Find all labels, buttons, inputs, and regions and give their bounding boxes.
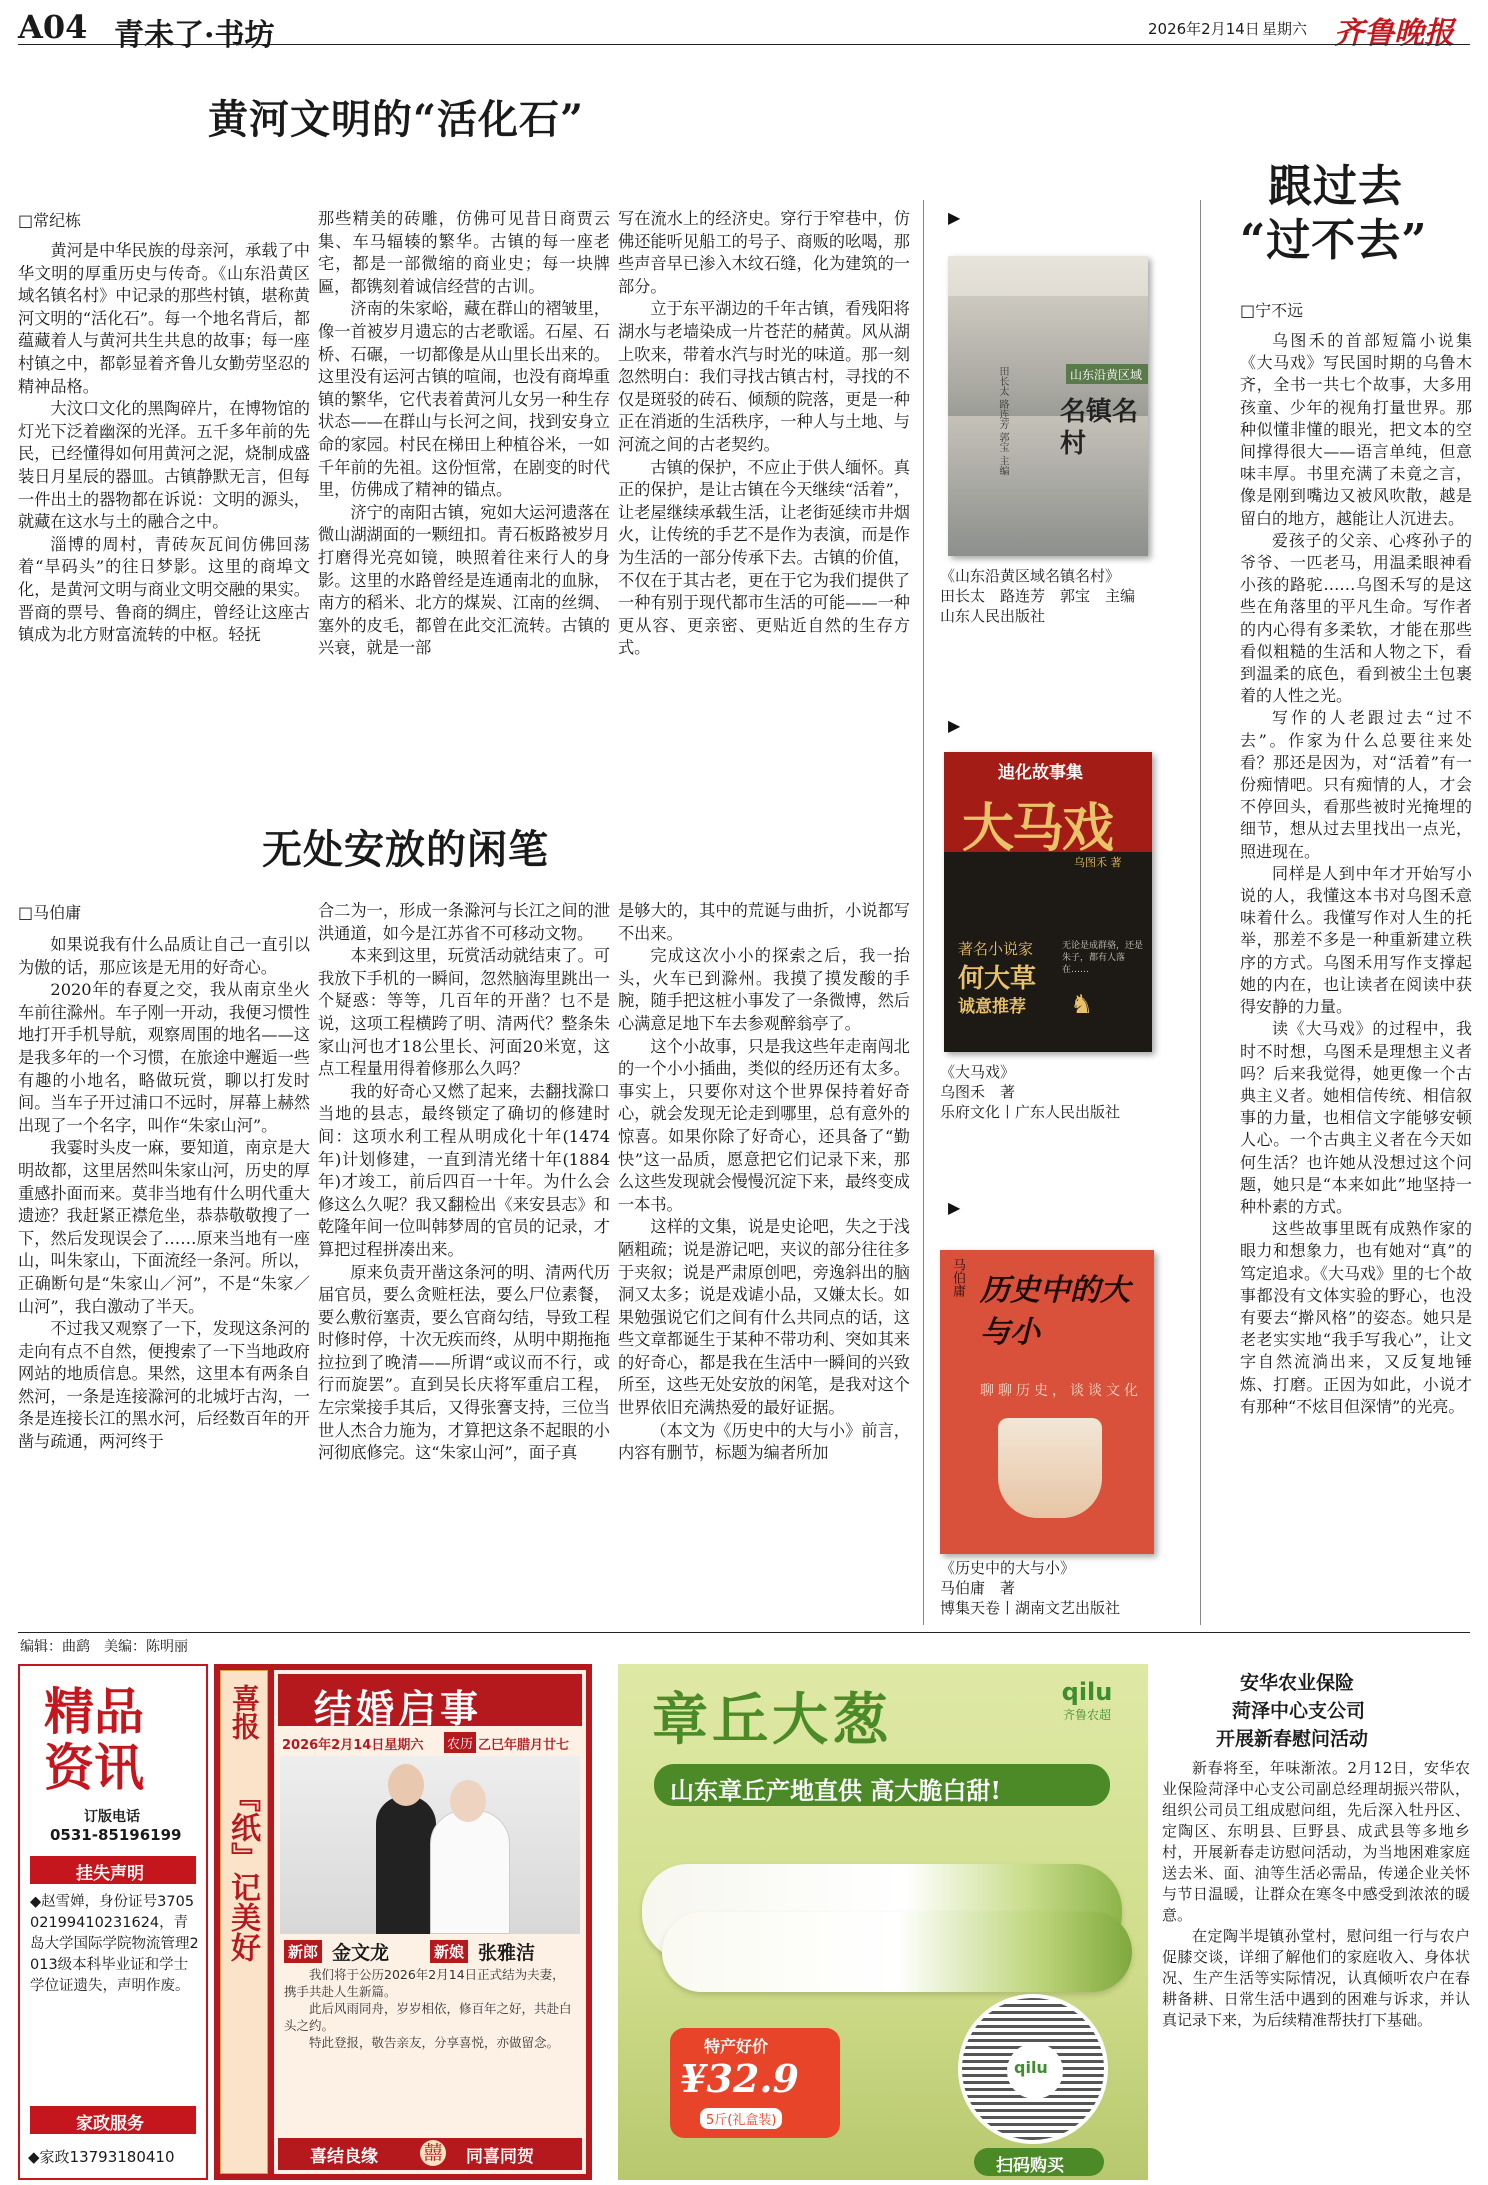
paragraph: 这样的文集，说是史论吧，失之于浅陋粗疏；说是游记吧，夹议的部分往往多于夹叙；说是严肃原创吧，旁逸斜出的脑洞又太多；说是戏谑小品，又嫌太长。如果勉强说它们之间有什么共同点的话，这些文章都诞生于某种不带功利、突如其来的好奇心，都是我在生活中一瞬间的兴致所至，这些无处安放的闲笔，是我对这个世界依旧充满热爱的最好证据。 <box>618 1217 910 1418</box>
bride-head <box>450 1780 486 1822</box>
scallion-stalks <box>662 1912 1132 1992</box>
qr-code[interactable] <box>958 1994 1108 2144</box>
bride-figure <box>430 1810 510 1934</box>
footer-left: 喜结良缘 <box>310 2147 378 2167</box>
section-tag-lost <box>30 1856 196 1884</box>
triangle-icon: ▶ <box>948 1198 961 1217</box>
cover-big-title: 大马戏 <box>962 798 1113 859</box>
article2-col1 <box>18 934 310 1622</box>
caption-publisher: 博集天卷丨湖南文艺出版社 <box>940 1599 1121 1617</box>
product-title: 章丘大葱 <box>652 1687 892 1753</box>
double-happiness-icon: 囍 <box>420 2140 446 2166</box>
section-tag-text: 家政服务 <box>76 2114 144 2134</box>
bride-tag: 新娘 <box>430 1940 468 1963</box>
paragraph: 不过我又观察了一下，发现这条河的走向有点不自然，便搜索了一下当地政府网站的地质信息。果然，这里本有两条自然河，一条是连接滁河的北城圩古沟，一条是连接长江的黑水河，后经数百年的开凿与疏通，两河终于 <box>18 1319 310 1452</box>
tel-number: 0531-85196199 <box>50 1826 182 1844</box>
cover-subtitle: 聊聊历史，谈谈文化 <box>980 1383 1142 1399</box>
paragraph: 完成这次小小的探索之后，我一抬头，火车已到滁州。我摸了摸发酸的手腕，随手把这桩小事发了一条微博，然后心满意足地下车去参观醉翁亭了。 <box>618 946 910 1033</box>
paragraph: 古镇的保护，不应止于供人缅怀。真正的保护，是让古镇在今天继续“活着”，让老屋继续承载生活，让老街延续市井烟火，让传统的手艺不是作为表演，而是作为生活的一部分传承下去。古镇的价值，不仅在于其古老，更在于它为我们提供了一种有别于现代都市生活的可能——一种更从容、更亲密、更贴近自然的生存方式。 <box>618 457 910 658</box>
paragraph: 原来负责开凿这条河的明、清两代历届官员，要么贪赃枉法，要么尸位素餐，要么敷衍塞责，要么官商勾结，导致工程时修时停，十次无疾而终，从明中期拖拖拉拉到了晚清——所谓“或议而不行，或行而旋罢”。直到吴长庆将军重启工程，左宗棠接手其后，又得张謇支持，三位当世人杰合力施为，才算把这条不起眼的小河彻底修完。这“朱家山河”，面子真 <box>318 1262 610 1463</box>
caption-title: 《历史中的大与小》 <box>940 1559 1076 1577</box>
wedding-text <box>284 1966 576 2051</box>
cover-quote: 无论是成群骆，还是朱子，都有人落在…… <box>1062 941 1144 975</box>
paragraph: 淄博的周村，青砖灰瓦间仿佛回荡着“旱码头”的往日梦影。这里的商埠文化，是黄河文明与商业文明交融的果实。晋商的票号、鲁商的绸庄，曾经让这座古镇成为北方财富流转的中枢。轻抚 <box>18 534 310 645</box>
bride-name: 张雅洁 <box>478 1942 536 1964</box>
article1-author: □常纪栋 <box>18 211 82 230</box>
brand-sub: 齐鲁农超 <box>1062 1708 1111 1722</box>
paragraph: 合二为一，形成一条滁河与长江之间的泄洪通道，如今是江苏省不可移动文物。 <box>318 901 610 943</box>
news-title-1: 安华农业保险 <box>1240 1672 1355 1694</box>
paragraph: 新春将至，年味渐浓。2月12日，安华农业保险菏泽中心支公司副总经理胡振兴带队，组织公司员工组成慰问组，先后深入牡丹区、定陶区、东明县、巨野县、成武县等多地乡村，开展新春走访慰问活动，为当地困难家庭送去米、面、油等生活必需品，传递企业关怀与节日温暖，让群众在寒冬中感受到浓浓的暖意。 <box>1162 1759 1470 1924</box>
page-header <box>18 8 1470 53</box>
paragraph: 这个小故事，只是我这些年走南闯北的一个小小插曲，类似的经历还有太多。事实上，只要你对这个世界保持着好奇心，就会发现无论走到哪里，总有意外的惊喜。如果你除了好奇心，还具备了“勤快”这一品质，愿意把它们记录下来，那么这些发现就会慢慢沉淀下来，最终变成一本书。 <box>618 1036 910 1214</box>
paragraph: 此后风雨同舟，岁岁相依，修百年之好，共赴白头之约。 <box>284 2001 572 2033</box>
paragraph: 写在流水上的经济史。穿行于窄巷中，仿佛还能听见船工的号子、商贩的吆喝，那些声音早已渗入木纹石缝，化为建筑的一部分。 <box>618 209 910 296</box>
lunar-tag: 农历 <box>444 1732 476 1753</box>
book-caption <box>940 566 1180 626</box>
paragraph: 特此登报，敬告亲友，分享喜悦，亦做留念。 <box>309 2035 560 2050</box>
lost-notice: ◆赵雪婵，身份证号370502199410231624，青岛大学国际学院物流管理2013级本科毕业证和学士学位证遗失，声明作废。 <box>30 1894 199 1994</box>
classified-ad <box>18 1664 208 2180</box>
paragraph: 如果说我有什么品质让自己一直引以为傲的话，那应该是无用的好奇心。 <box>18 935 310 977</box>
paragraph: （本文为《历史中的大与小》前言，内容有删节，标题为编者所加 <box>618 1420 910 1463</box>
book-caption <box>940 1558 1180 1618</box>
book-cover <box>940 1250 1154 1554</box>
cover-recommend: 著名小说家 <box>958 940 1034 958</box>
article3-title-line1: 跟过去 <box>1268 161 1403 212</box>
paragraph: 读《大马戏》的过程中，我时不时想，乌图禾是理想主义者吗？后来我觉得，她更像一个古典主义者。她相信传统、相信叙事的力量，也相信文字能够安顿人心。一个古典主义者在今天如何生活？也许她从没想过这个问题，她只是“本来如此”地坚持一种朴素的方式。 <box>1240 1019 1472 1216</box>
paragraph: 那些精美的砖雕，仿佛可见昔日商贾云集、车马辐辏的繁华。古镇的每一座老宅，都是一部微缩的商业史；每一块牌匾，都镌刻着诚信经营的古训。 <box>318 209 610 296</box>
caption-authors: 乌图禾 著 <box>940 1083 1016 1101</box>
page-number: A04 <box>18 8 88 46</box>
article3-title-line2: “过不去” <box>1240 215 1428 266</box>
article2-title: 无处安放的闲笔 <box>262 826 549 873</box>
side-title: 喜报 <box>228 1684 261 1740</box>
slogan-text: 山东章丘产地直供 高大脆白甜! <box>670 1776 1001 1805</box>
book-cover <box>944 752 1152 1052</box>
column-divider <box>923 200 924 1625</box>
brand-logo <box>1042 1678 1132 1748</box>
editor-credit: 编辑：曲鹞 美编：陈明丽 <box>20 1639 188 1655</box>
lantern-shape <box>998 1418 1102 1518</box>
caption-authors: 马伯庸 著 <box>940 1579 1016 1597</box>
caption-publisher: 山东人民出版社 <box>940 607 1046 625</box>
cover-author: 乌图禾 著 <box>1074 856 1122 869</box>
footer-right: 同喜同贺 <box>466 2147 534 2167</box>
section-tag-service <box>30 2106 196 2134</box>
section-name: 青未了·书坊 <box>114 18 275 53</box>
groom-head <box>388 1764 424 1806</box>
price-value: ¥32.9 <box>680 2056 799 2101</box>
section-tag-text: 挂失声明 <box>76 1864 144 1884</box>
book-cover <box>948 256 1148 556</box>
qr-brand: qilu <box>1014 2058 1048 2077</box>
lunar-date: 乙巳年腊月廿七 <box>478 1738 570 1753</box>
article2-author: □马伯庸 <box>18 903 82 922</box>
caption-publisher: 乐府文化丨广东人民出版社 <box>940 1103 1121 1121</box>
footer-rule <box>18 1632 1470 1633</box>
cover-band-text: 山东沿黄区域 <box>1070 368 1143 382</box>
paragraph: 这些故事里既有成熟作家的眼力和想象力，也有她对“真”的笃定追求。《大马戏》里的七个故事都没有文体实验的野心，也没有要去“擀风格”的姿态。她只是老老实实地“我手写我心”，让文字自然流淌出来，又反复地锤炼、打磨。正因为如此，小说才有那种“不炫目但深情”的光亮。 <box>1240 1219 1472 1416</box>
triangle-icon: ▶ <box>948 208 961 227</box>
horse-icon: ♞ <box>1070 990 1094 1020</box>
news-title-3: 开展新春慰问活动 <box>1216 1728 1369 1750</box>
paragraph: 在定陶半堤镇孙堂村，慰问组一行与农户促膝交谈，详细了解他们的家庭收入、身体状况、生产生活等实际情况，认真倾听农户在春耕备耕、日常生活中遇到的困难与诉求，并认真记录下来，为后续精准帮扶打下基础。 <box>1162 1927 1470 2029</box>
scan-label: 扫码购买 <box>996 2156 1064 2176</box>
scallion-ad <box>618 1664 1148 2180</box>
caption-title: 《大马戏》 <box>940 1063 1016 1081</box>
classified-title-1: 精品 <box>44 1682 144 1741</box>
paragraph: 写作的人老跟过去“过不去”。作家为什么总要往来处看？那还是因为，对“活着”有一份痴情吧。只有痴情的人，才会不停回头，看那些被时光掩埋的细节，想从过去里找出一点光，照进现在。 <box>1240 708 1472 861</box>
article3-author: □宁不远 <box>1240 301 1304 320</box>
caption-authors: 田长太 路连芳 郭宝 主编 <box>940 587 1136 605</box>
paragraph: 我的好奇心又燃了起来，去翻找滁口当地的县志，最终锁定了确切的修建时间：这项水利工程从明成化十年(1474年)计划修建，一直到清光绪十年(1884年)才竣工，前后四百一十年。为什么会修这么久呢？我又翻检出《来安县志》和乾隆年间一位叫韩梦周的官员的记录，才算把过程拼凑出来。 <box>318 1081 610 1259</box>
cover-big-title: 名镇名村 <box>1060 397 1139 459</box>
paragraph: 黄河是中华民族的母亲河，承载了中华文明的厚重历史与传奇。《山东沿黄区域名镇名村》中记录的那些村镇，堪称黄河文明的“活化石”。每一个地名背后，都蕴藏着人与黄河共生共息的故事；每一座村镇之中，都彰显着齐鲁儿女勤劳坚忍的精神品格。 <box>18 241 310 396</box>
paragraph: 乌图禾的首部短篇小说集《大马戏》写民国时期的乌鲁木齐，全书一共七个故事，大多用孩童、少年的视角打量世界。那种似懂非懂的眼光，把文本的空间撑得很大——语言单纯，但意味丰厚。书里充满了未竟之言，像是刚到嘴边又被风吹散，越是留白的地方，越能让人沉进去。 <box>1240 331 1472 528</box>
news-title-2: 菏泽中心支公司 <box>1232 1700 1366 1722</box>
paragraph: 大汶口文化的黑陶碎片，在博物馆的灯光下泛着幽深的光泽。五千多年前的先民，已经懂得如何用黄河之泥，烧制成盛装日月星辰的器皿。古镇静默无言，但每一件出土的器物都在诉说：文明的源头，就藏在这水与土的融合之中。 <box>18 399 310 532</box>
article3-column <box>1240 330 1472 1622</box>
paragraph: 本来到这里，玩赏活动就结束了。可我放下手机的一瞬间，忽然脑海里跳出一个疑惑：等等，几百年的开凿？乜不是说，这项工程横跨了明、清两代？整条朱家山河也才18公里长、河面20米宽，这点工程量用得着修那么久吗？ <box>318 946 610 1079</box>
article1-col1 <box>18 240 310 762</box>
article1-title: 黄河文明的“活化石” <box>208 96 585 143</box>
solar-date: 2026年2月14日星期六 <box>282 1738 424 1753</box>
brand-name: qilu <box>1061 1678 1113 1706</box>
groom-tag: 新郎 <box>284 1940 322 1963</box>
issue-weekday: 星期六 <box>1262 20 1308 38</box>
tel-label: 订版电话 <box>84 1809 140 1825</box>
service-contact: ◆家政13793180410 <box>28 2148 175 2166</box>
cover-author: 马伯庸 <box>950 1258 965 1297</box>
paragraph: 济宁的南阳古镇，宛如大运河遗落在微山湖湖面的一颗纽扣。青石板路被岁月打磨得光亮如镜，映照着往来行人的身影。这里的水路曾经是连通南北的血脉，南方的稻米、北方的煤炭、江南的丝绸、塞外的皮毛，都曾在此交汇流转。古镇的兴衰，就是一部 <box>318 502 610 658</box>
cover-series: 迪化故事集 <box>998 763 1083 783</box>
paragraph: 立于东平湖边的千年古镇，看残阳将湖水与老墙染成一片苍茫的赭黄。风从湖上吹来，带着水汽与时光的味道。那一刻忽然明白：我们寻找古镇古村，寻找的不仅是斑驳的砖石、倾颓的院落，更是一种正在消逝的生活秩序，一种人与土地、与河流之间的古老契约。 <box>618 299 910 454</box>
newspaper-logo: 齐鲁晚报 <box>1334 16 1454 51</box>
article2-col3 <box>618 900 910 1622</box>
price-label: 特产好价 <box>704 2037 769 2056</box>
issue-date: 2026年2月14日 <box>1148 20 1260 38</box>
groom-figure <box>376 1796 436 1934</box>
side-slogan: 『纸』记美好 <box>225 1782 260 1962</box>
paragraph: 我霎时头皮一麻，要知道，南京是大明故都，这里居然叫朱家山河，历史的厚重感扑面而来。莫非当地有什么明代重大遗迹？我赶紧正襟危坐，恭恭敬敬搜了一下，然后发现误会了……原来当地有一座山，叫朱家山，下面流经一条河。所以，正确断句是“朱家山／河”，不是“朱家／山河”，我白激动了半天。 <box>18 1138 310 1316</box>
paragraph: 同样是人到中年才开始写小说的人，我懂这本书对乌图禾意味着什么。我懂写作对人生的托举，那差不多是一种重新建立秩序的方式。乌图禾用写作支撑起她的内在，也让读者在阅读中获得安静的力量。 <box>1240 863 1472 1017</box>
price-unit: 5斤(礼盒装) <box>700 2108 782 2129</box>
triangle-icon: ▶ <box>948 716 961 735</box>
column-divider <box>1200 200 1201 1625</box>
cover-recommend-2: 诚意推荐 <box>958 997 1026 1017</box>
header-rule <box>18 44 1470 45</box>
cover-authors: 田长太 路连芳 郭宝 主编 <box>997 366 1008 476</box>
paragraph: 爱孩子的父亲、心疼孙子的爷爷、一匹老马，用温柔眼神看小孩的路驼……乌图禾写的是这些在角落里的平凡生命。写作者的内心得有多柔软，才能在那些看似粗糙的生活和人物之下，看到温柔的底色，看到被尘土包裹着的人性之光。 <box>1240 530 1472 706</box>
news-body <box>1162 1758 1470 2178</box>
paragraph: 济南的朱家峪，藏在群山的褶皱里，像一首被岁月遗忘的古老歌谣。石屋、石桥、石碾，一切都像是从山里长出来的。这里没有运河古镇的喧闹，也没有商埠重镇的繁华，它代表着黄河儿女另一种生存状态——在群山与长河之间，找到安身立命的家园。村民在梯田上种植谷米，一如千年前的先祖。这份恒常，在剧变的时代里，仿佛成了精神的锚点。 <box>318 299 610 500</box>
article2-col2 <box>318 900 610 1622</box>
couple-photo <box>280 1756 580 1934</box>
classified-title-2: 资讯 <box>44 1738 144 1797</box>
book-caption <box>940 1062 1180 1122</box>
cover-title: 历史中的大与小 <box>980 1273 1130 1350</box>
paragraph: 2020年的春夏之交，我从南京坐火车前往滁州。车子刚一开动，我便习惯性地打开手机导航，观察周围的地名——这是我多年的一个习惯，在旅途中邂逅一些有趣的小地名，略做玩赏，聊以打发时间。当车子开过浦口不远时，屏幕上赫然出现了一个名字，叫作“朱家山河”。 <box>18 980 310 1135</box>
wedding-title: 结婚启事 <box>314 1686 483 1731</box>
paragraph: 我们将于公历2026年2月14日正式结为夫妻，携手共赴人生新篇。 <box>284 1967 565 1999</box>
paragraph: 是够大的，其中的荒诞与曲折，小说都写不出来。 <box>618 901 910 943</box>
groom-name: 金文龙 <box>332 1942 390 1964</box>
article1-col2 <box>318 208 610 762</box>
cover-recommender: 何大草 <box>958 964 1037 994</box>
caption-title: 《山东沿黄区域名镇名村》 <box>940 567 1121 585</box>
wedding-ad <box>214 1664 592 2180</box>
article1-col3 <box>618 208 910 762</box>
